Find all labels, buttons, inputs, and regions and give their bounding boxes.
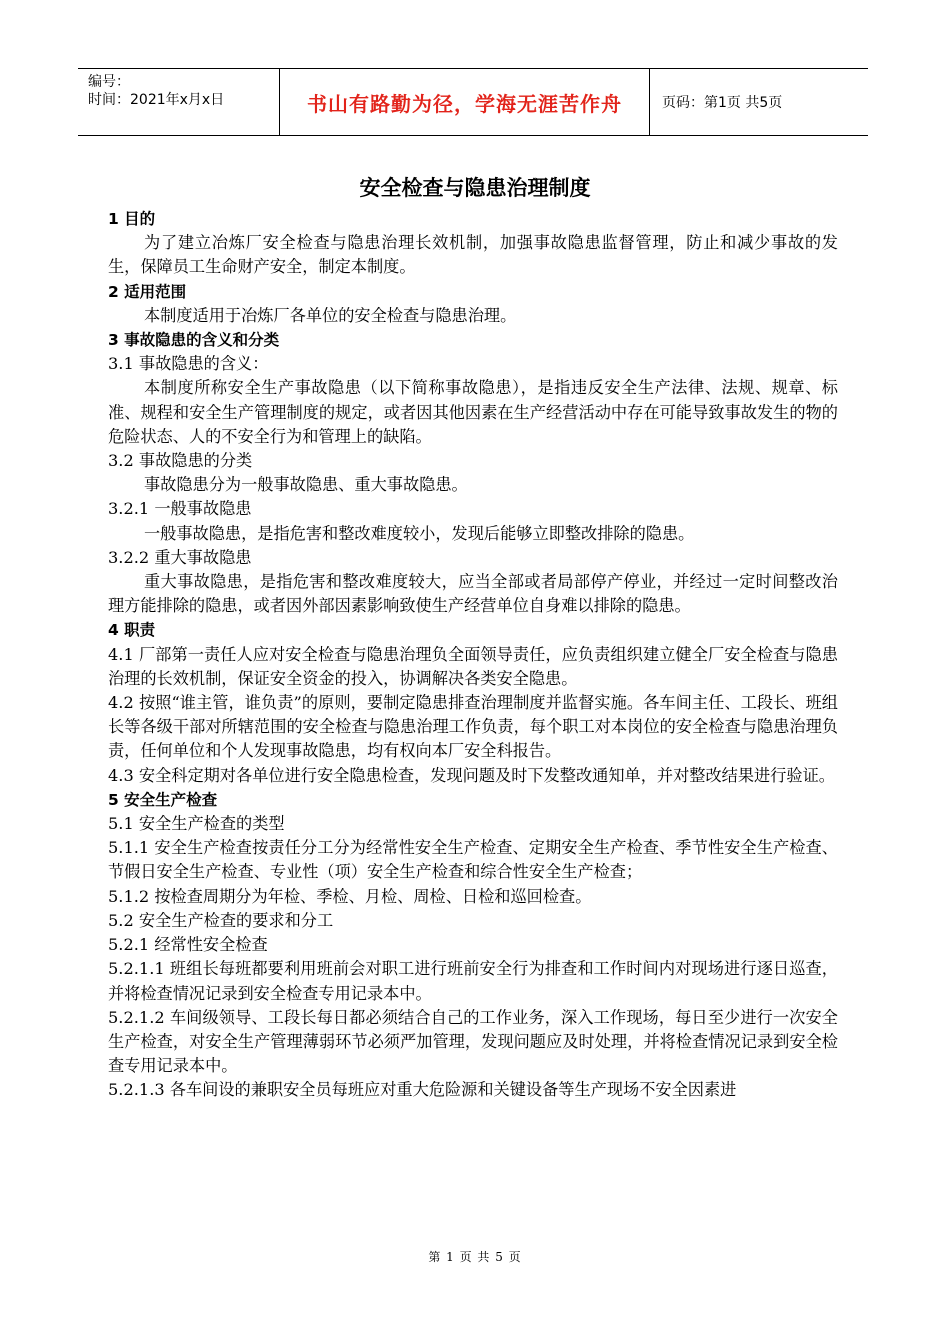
page-header	[78, 68, 868, 136]
body-paragraph: 重大事故隐患，是指危害和整改难度较大，应当全部或者局部停产停业，并经过一定时间整改治理方能排除的隐患，或者因外部因素影响致使生产经营单位自身难以排除的隐患。	[108, 572, 838, 616]
body-paragraph: 4.3 安全科定期对各单位进行安全隐患检查，发现问题及时下发整改通知单，并对整改结果进行验证。	[108, 765, 835, 785]
section-heading: 5 安全生产检查	[108, 790, 218, 809]
section-heading: 3 事故隐患的含义和分类	[108, 331, 280, 350]
section-heading: 2 适用范围	[108, 282, 187, 301]
section-heading: 4 职责	[108, 621, 156, 640]
header-meta	[78, 69, 280, 135]
body-paragraph: 为了建立冶炼厂安全检查与隐患治理长效机制，加强事故隐患监督管理，防止和减少事故的发生，保障员工生命财产安全，制定本制度。	[108, 233, 838, 277]
body-paragraph: 事故隐患分为一般事故隐患、重大事故隐患。	[144, 475, 468, 495]
body-paragraph: 本制度所称安全生产事故隐患（以下简称事故隐患），是指违反安全生产法律、法规、规章、标准、规程和安全生产管理制度的规定，或者因其他因素在生产经营活动中存在可能导致事故发生的物的危险状态、人的不安全行为和管理上的缺陷。	[108, 378, 838, 446]
document-number-label: 编号：	[88, 74, 130, 90]
document-body	[108, 207, 838, 1103]
body-paragraph: 4.2 按照“谁主管，谁负责”的原则，要制定隐患排查治理制度并监督实施。各车间主任、工段长、班组长等各级干部对所辖范围的安全检查与隐患治理工作负责，每个职工对本岗位的安全检查与隐患治理负责，任何单位和个人发现事故隐患，均有权向本厂安全科报告。	[108, 693, 838, 761]
header-page-label: 页码：第1页 共5页	[662, 95, 783, 111]
body-paragraph: 3.2.1 一般事故隐患	[108, 499, 252, 519]
body-paragraph: 4.1 厂部第一责任人应对安全检查与隐患治理负全面领导责任，应负责组织建立健全厂安全检查与隐患治理的长效机制，保证安全资金的投入，协调解决各类安全隐患。	[108, 644, 838, 688]
page-footer: 第 1 页 共 5 页	[428, 1250, 522, 1264]
body-paragraph: 5.2.1.2 车间级领导、工段长每日都必须结合自己的工作业务，深入工作现场，每日至少进行一次安全生产检查，对安全生产管理薄弱环节必须严加管理，发现问题应及时处理，并将检查情况记录到安全检查专用记录本中。	[108, 1007, 838, 1076]
document-title: 安全检查与隐患治理制度	[359, 176, 591, 200]
document-time-label: 时间：2021年x月x日	[88, 92, 225, 108]
body-paragraph: 3.2.2 重大事故隐患	[108, 547, 252, 567]
body-paragraph: 5.1.2 按检查周期分为年检、季检、月检、周检、日检和巡回检查。	[108, 886, 592, 906]
body-paragraph: 5.2.1.1 班组长每班都要利用班前会对职工进行班前安全行为排查和工作时间内对现场进行逐日巡查，并将检查情况记录到安全检查专用记录本中。	[108, 959, 838, 1003]
body-paragraph: 3.1 事故隐患的含义：	[108, 354, 269, 374]
body-paragraph: 一般事故隐患，是指危害和整改难度较小，发现后能够立即整改排除的隐患。	[144, 523, 695, 543]
body-paragraph: 5.2.1.3 各车间设的兼职安全员每班应对重大危险源和关键设备等生产现场不安全因素进	[108, 1080, 737, 1100]
section-heading: 1 目的	[108, 210, 156, 228]
body-paragraph: 5.1.1 安全生产检查按责任分工分为经常性安全生产检查、定期安全生产检查、季节性安全生产检查、节假日安全生产检查、专业性（项）安全生产检查和综合性安全生产检查；	[108, 838, 838, 882]
body-paragraph: 5.1 安全生产检查的类型	[108, 814, 285, 834]
header-motto: 书山有路勤为径，学海无涯苦作舟	[280, 69, 650, 135]
body-paragraph: 3.2 事故隐患的分类	[108, 451, 253, 471]
body-paragraph: 5.2 安全生产检查的要求和分工	[108, 910, 334, 930]
body-paragraph: 5.2.1 经常性安全检查	[108, 935, 268, 955]
body-paragraph: 本制度适用于冶炼厂各单位的安全检查与隐患治理。	[144, 305, 517, 325]
